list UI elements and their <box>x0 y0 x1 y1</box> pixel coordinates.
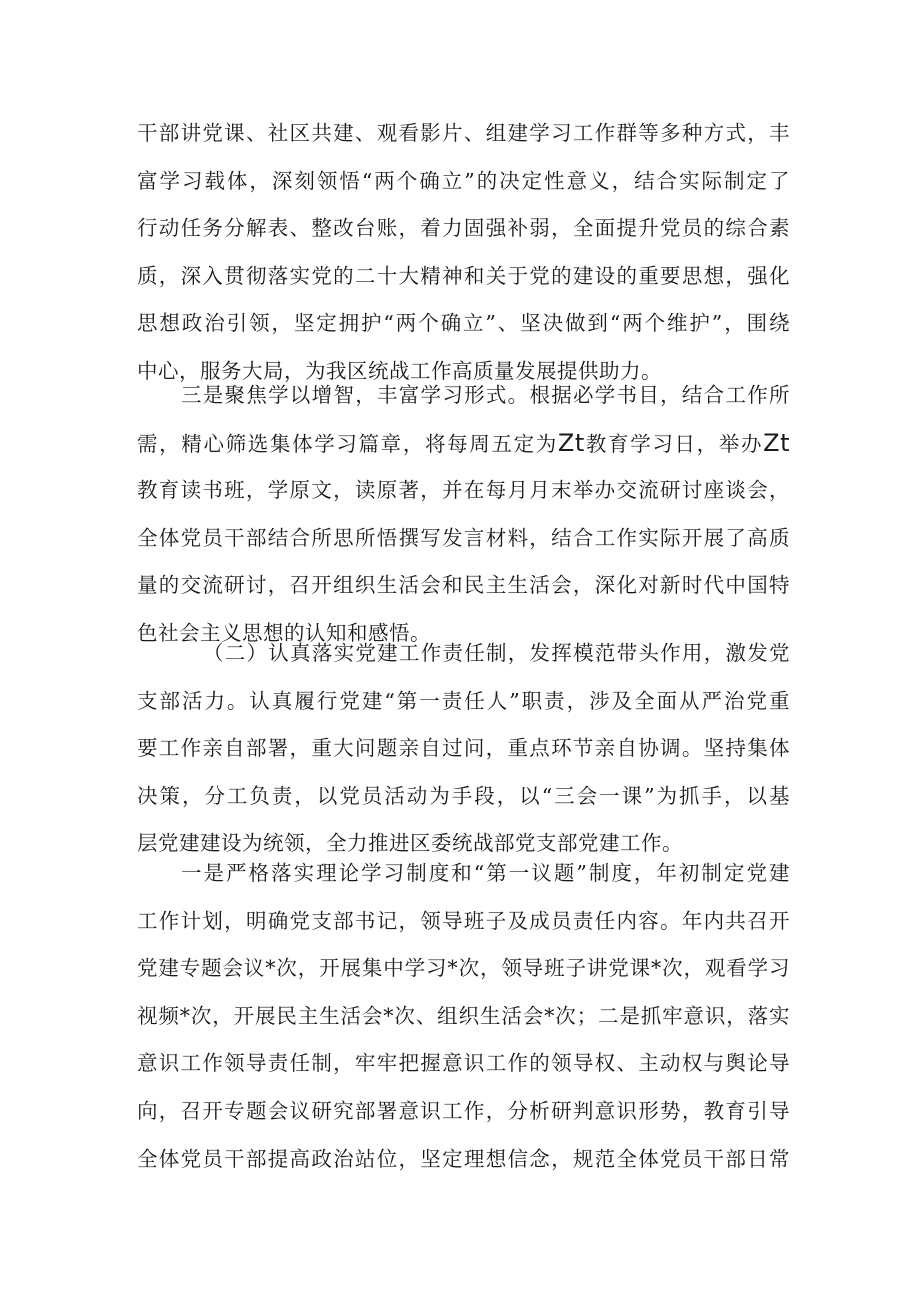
text-segment: 需，精心筛选集体学习篇章，将每周五定为 <box>137 431 558 456</box>
text-line: 中心，服务大局，为我区统战工作高质量发展提供助力。 <box>137 358 662 383</box>
text-line: 意识工作领导责任制，牢牢把握意识工作的领导权、主动权与舆论导 <box>137 1051 790 1076</box>
text-line: 思想政治引领，坚定拥护“两个确立”、坚决做到“两个维护”，围绕 <box>137 311 790 336</box>
text-line: 色社会主义思想的认知和感悟。 <box>137 620 431 645</box>
text-line: 三是聚焦学以增智，丰富学习形式。根据必学书目，结合工作所 <box>181 383 790 407</box>
text-line: 支部活力。认真履行党建“第一责任人”职责，涉及全面从严治党重 <box>137 688 790 713</box>
paragraph-3 <box>137 630 790 868</box>
text-line: 富学习载体，深刻领悟“两个确立”的决定性意义，结合实际制定了 <box>137 168 790 193</box>
text-line: 全体党员干部结合所思所悟撰写发言材料，结合工作实际开展了高质 <box>137 525 790 550</box>
paragraph-4 <box>137 850 790 1183</box>
text-line: 层党建建设为统领，全力推进区委统战部党支部党建工作。 <box>137 831 683 856</box>
text-line: 量的交流研讨，召开组织生活会和民主生活会，深化对新时代中国特 <box>137 573 790 598</box>
text-line: 决策，分工负责，以党员活动为手段，以“三会一课”为抓手，以基 <box>137 783 790 808</box>
text-line <box>137 420 790 468</box>
text-line: 要工作亲自部署，重大问题亲自过问，重点环节亲自协调。坚持集体 <box>137 736 790 761</box>
paragraph-1 <box>137 110 790 396</box>
text-line: 质，深入贯彻落实党的二十大精神和关于党的建设的重要思想，强化 <box>137 263 790 288</box>
text-line: 教育读书班，学原文，读原著，并在每月月末举办交流研讨座谈会， <box>137 478 790 503</box>
text-line: 干部讲党课、社区共建、观看影片、组建学习工作群等多种方式，丰 <box>137 121 790 145</box>
text-line: 行动任务分解表、整改台账，着力固强补弱，全面提升党员的综合素 <box>137 216 790 241</box>
text-segment: 教育学习日，举办 <box>584 431 764 456</box>
text-line: 党建专题会议*次，开展集中学习*次，领导班子讲党课*次，观看学习 <box>137 956 790 981</box>
paragraph-2 <box>137 372 790 658</box>
text-line: 一是严格落实理论学习制度和“第一议题”制度，年初制定党建 <box>181 861 790 885</box>
text-line: 全体党员干部提高政治站位，坚定理想信念，规范全体党员干部日常 <box>137 1146 790 1171</box>
text-line: 向，召开专题会议研究部署意识工作，分析研判意识形势，教育引导 <box>137 1098 790 1123</box>
zt-mark: Zt <box>763 428 791 457</box>
text-line: 工作计划，明确党支部书记，领导班子及成员责任内容。年内共召开 <box>137 908 790 933</box>
zt-mark: Zt <box>557 428 585 457</box>
section-heading-line: （二）认真落实党建工作责任制，发挥模范带头作用，激发党 <box>203 641 790 665</box>
text-line: 视频*次，开展民主生活会*次、组织生活会*次；二是抓牢意识，落实 <box>137 1003 790 1028</box>
